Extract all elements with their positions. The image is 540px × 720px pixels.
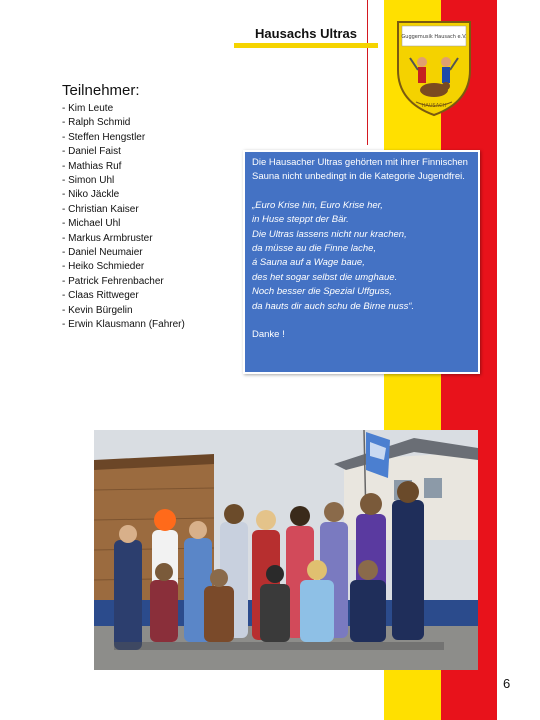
list-item: - Markus Armbruster xyxy=(62,232,153,244)
club-crest-icon xyxy=(394,18,474,118)
poem-line: da müsse au die Finne lache, xyxy=(252,243,377,255)
list-item: - Kim Leute xyxy=(62,103,114,114)
poem-line: da hauts dir auch schu de Birne nuss“. xyxy=(252,300,415,312)
poem-line: des het sogar selbst die umghaue. xyxy=(252,271,398,283)
list-item: - Kevin Bürgelin xyxy=(62,304,133,316)
list-item: - Christian Kaiser xyxy=(62,203,139,215)
list-item: - Niko Jäckle xyxy=(62,189,120,201)
list-item: - Daniel Faist xyxy=(62,146,121,158)
participants-heading: Teilnehmer: xyxy=(62,82,140,99)
red-divider-line xyxy=(367,0,368,145)
poem-line: Noch besser die Spezial Uffguss, xyxy=(252,286,392,298)
list-item: - Michael Uhl xyxy=(62,218,121,230)
participants-list xyxy=(62,102,185,333)
poem-line: Die Ultras lassens nicht nur krachen, xyxy=(252,228,407,240)
crest-top-text: Guggemusik Hausach e.V. xyxy=(401,34,467,40)
list-item: - Heiko Schmieder xyxy=(62,261,145,273)
info-box xyxy=(243,150,480,374)
page-number: 6 xyxy=(503,676,511,691)
list-item: - Patrick Fehrenbacher xyxy=(62,275,164,287)
list-item: - Daniel Neumaier xyxy=(62,247,143,259)
page-title: Hausachs Ultras xyxy=(255,26,357,41)
group-photo xyxy=(94,430,478,670)
title-underline xyxy=(234,43,378,48)
list-item: - Mathias Ruf xyxy=(62,160,122,172)
list-item: - Ralph Schmid xyxy=(62,117,131,129)
info-closing: Danke ! xyxy=(252,329,285,341)
list-item: - Claas Rittweger xyxy=(62,290,139,302)
page-header xyxy=(234,26,378,48)
poem-line: „Euro Krise hin, Euro Krise her, xyxy=(252,199,383,211)
poem xyxy=(252,199,471,314)
list-item: - Erwin Klausmann (Fahrer) xyxy=(62,319,185,331)
poem-line: in Huse steppt der Bär. xyxy=(252,214,349,226)
crest-bottom-text: HAUSACH xyxy=(421,103,447,109)
info-intro: Die Hausacher Ultras gehörten mit ihrer Finnischen Sauna nicht unbedingt in die Kategorie Jugendfrei. xyxy=(252,157,468,183)
list-item: - Simon Uhl xyxy=(62,175,115,187)
list-item: - Steffen Hengstler xyxy=(62,131,146,143)
poem-line: á Sauna auf a Wage baue, xyxy=(252,257,365,269)
